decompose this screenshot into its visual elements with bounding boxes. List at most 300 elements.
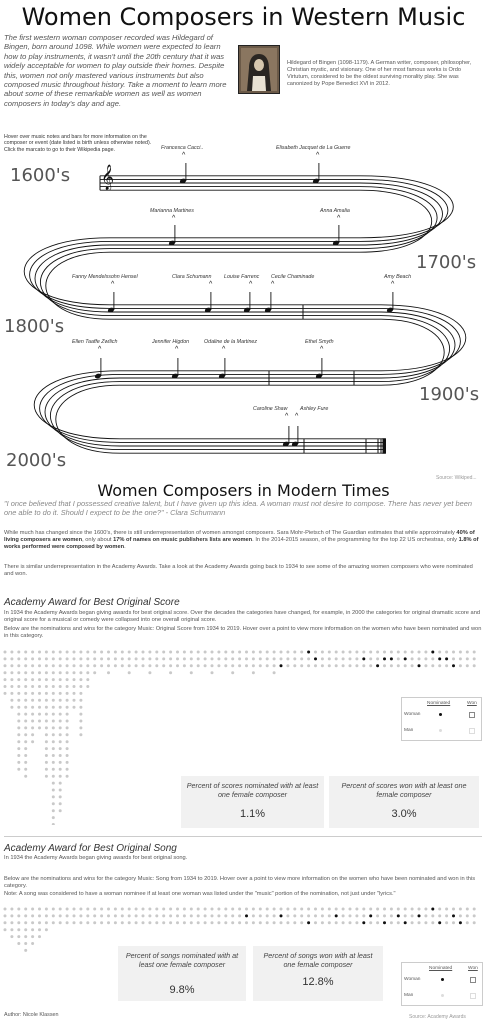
- nomination-dot-man[interactable]: [17, 921, 20, 924]
- nomination-dot-man[interactable]: [24, 914, 27, 917]
- nomination-dot-man[interactable]: [252, 908, 255, 911]
- nomination-dot-man[interactable]: [52, 664, 55, 667]
- nomination-dot-man[interactable]: [31, 928, 34, 931]
- nomination-dot-man[interactable]: [38, 720, 41, 723]
- nomination-dot-man[interactable]: [4, 678, 7, 681]
- nomination-dot-man[interactable]: [376, 908, 379, 911]
- nomination-dot-man[interactable]: [217, 651, 220, 654]
- nomination-dot-man[interactable]: [73, 706, 76, 709]
- nomination-dot-man[interactable]: [52, 733, 55, 736]
- nomination-dot-man[interactable]: [38, 935, 41, 938]
- composer-amalia[interactable]: Anna Amalia: [320, 208, 350, 214]
- nomination-dot-man[interactable]: [286, 651, 289, 654]
- nomination-dot-woman[interactable]: [369, 914, 372, 917]
- nomination-dot-man[interactable]: [52, 747, 55, 750]
- nomination-dot-man[interactable]: [397, 908, 400, 911]
- nomination-dot-man[interactable]: [162, 651, 165, 654]
- nomination-dot-man[interactable]: [73, 664, 76, 667]
- marcato-jacquet[interactable]: ^: [316, 152, 320, 159]
- nomination-dot-man[interactable]: [73, 921, 76, 924]
- nomination-dot-man[interactable]: [114, 651, 117, 654]
- nomination-dot-man[interactable]: [38, 678, 41, 681]
- nomination-dot-man[interactable]: [4, 671, 7, 674]
- nomination-dot-man[interactable]: [376, 651, 379, 654]
- nomination-dot-man[interactable]: [369, 921, 372, 924]
- nomination-dot-man[interactable]: [211, 651, 214, 654]
- nomination-dot-man[interactable]: [376, 657, 379, 660]
- nomination-dot-man[interactable]: [473, 908, 476, 911]
- nomination-dot-man[interactable]: [231, 921, 234, 924]
- nomination-dot-man[interactable]: [52, 761, 55, 764]
- nomination-dot-man[interactable]: [445, 664, 448, 667]
- nomination-dot-man[interactable]: [17, 720, 20, 723]
- nomination-dot-man[interactable]: [204, 908, 207, 911]
- nomination-dot-man[interactable]: [100, 921, 103, 924]
- nomination-dot-man[interactable]: [38, 908, 41, 911]
- nomination-dot-man[interactable]: [362, 914, 365, 917]
- nomination-dot-man[interactable]: [24, 699, 27, 702]
- nomination-dot-man[interactable]: [142, 651, 145, 654]
- nomination-dot-man[interactable]: [86, 651, 89, 654]
- nomination-dot-man[interactable]: [24, 685, 27, 688]
- nomination-dot-man[interactable]: [238, 657, 241, 660]
- nomination-dot-man[interactable]: [86, 671, 89, 674]
- nomination-dot-man[interactable]: [17, 726, 20, 729]
- nomination-dot-man[interactable]: [266, 657, 269, 660]
- nomination-dot-man[interactable]: [31, 678, 34, 681]
- nomination-dot-man[interactable]: [31, 664, 34, 667]
- nomination-dot-man[interactable]: [4, 908, 7, 911]
- nomination-dot-man[interactable]: [59, 908, 62, 911]
- nomination-dot-woman[interactable]: [307, 651, 310, 654]
- nomination-dot-man[interactable]: [66, 726, 69, 729]
- nomination-dot-man[interactable]: [93, 664, 96, 667]
- nomination-dot-man[interactable]: [66, 699, 69, 702]
- nomination-dot-man[interactable]: [17, 761, 20, 764]
- nomination-dot-man[interactable]: [45, 733, 48, 736]
- nomination-dot-man[interactable]: [59, 713, 62, 716]
- nomination-dot-man[interactable]: [183, 908, 186, 911]
- nomination-dot-man[interactable]: [293, 651, 296, 654]
- nomination-dot-man[interactable]: [31, 726, 34, 729]
- nomination-dot-man[interactable]: [31, 713, 34, 716]
- nomination-dot-man[interactable]: [204, 657, 207, 660]
- nomination-dot-man[interactable]: [73, 908, 76, 911]
- marcato-hensel[interactable]: ^: [111, 281, 115, 288]
- nomination-dot-man[interactable]: [66, 754, 69, 757]
- nomination-dot-man[interactable]: [31, 733, 34, 736]
- nomination-dot-man[interactable]: [252, 921, 255, 924]
- nomination-dot-woman[interactable]: [404, 657, 407, 660]
- nomination-dot-man[interactable]: [335, 657, 338, 660]
- nomination-dot-man[interactable]: [121, 664, 124, 667]
- nomination-dot-man[interactable]: [190, 914, 193, 917]
- nomination-dot-woman[interactable]: [418, 664, 421, 667]
- nomination-dot-man[interactable]: [59, 775, 62, 778]
- marcato-clara-schumann[interactable]: ^: [209, 281, 213, 288]
- nomination-dot-man[interactable]: [286, 914, 289, 917]
- nomination-dot-man[interactable]: [66, 747, 69, 750]
- nomination-dot-man[interactable]: [197, 664, 200, 667]
- nomination-dot-man[interactable]: [190, 921, 193, 924]
- nomination-dot-woman[interactable]: [307, 921, 310, 924]
- nomination-dot-man[interactable]: [24, 761, 27, 764]
- nomination-dot-man[interactable]: [59, 720, 62, 723]
- nomination-dot-man[interactable]: [10, 908, 13, 911]
- nomination-dot-man[interactable]: [52, 754, 55, 757]
- nomination-dot-man[interactable]: [266, 921, 269, 924]
- nomination-dot-man[interactable]: [162, 914, 165, 917]
- nomination-dot-man[interactable]: [17, 657, 20, 660]
- nomination-dot-man[interactable]: [93, 914, 96, 917]
- nomination-dot-man[interactable]: [224, 908, 227, 911]
- note-zwilich[interactable]: [94, 358, 102, 379]
- nomination-dot-man[interactable]: [183, 921, 186, 924]
- nomination-dot-man[interactable]: [238, 914, 241, 917]
- nomination-dot-man[interactable]: [10, 657, 13, 660]
- nomination-dot-man[interactable]: [45, 651, 48, 654]
- marcato-zwilich[interactable]: ^: [98, 346, 102, 353]
- nomination-dot-man[interactable]: [79, 671, 82, 674]
- nomination-dot-man[interactable]: [328, 664, 331, 667]
- nomination-dot-man[interactable]: [24, 664, 27, 667]
- nomination-dot-man[interactable]: [4, 664, 7, 667]
- nomination-dot-man[interactable]: [121, 921, 124, 924]
- nomination-dot-man[interactable]: [176, 657, 179, 660]
- nomination-dot-man[interactable]: [252, 671, 255, 674]
- nomination-dot-man[interactable]: [176, 651, 179, 654]
- nomination-dot-man[interactable]: [321, 664, 324, 667]
- nomination-dot-man[interactable]: [10, 935, 13, 938]
- nomination-dot-man[interactable]: [66, 908, 69, 911]
- nomination-dot-man[interactable]: [10, 651, 13, 654]
- composer-martinez[interactable]: Odaline de la Martinez: [204, 339, 257, 345]
- nomination-dot-man[interactable]: [231, 671, 234, 674]
- nomination-dot-man[interactable]: [148, 657, 151, 660]
- nomination-dot-man[interactable]: [238, 908, 241, 911]
- nomination-dot-man[interactable]: [73, 651, 76, 654]
- nomination-dot-man[interactable]: [24, 754, 27, 757]
- nomination-dot-man[interactable]: [390, 914, 393, 917]
- nomination-dot-man[interactable]: [121, 914, 124, 917]
- nomination-dot-man[interactable]: [273, 671, 276, 674]
- nomination-dot-man[interactable]: [24, 768, 27, 771]
- nomination-dot-man[interactable]: [148, 671, 151, 674]
- nomination-dot-man[interactable]: [38, 699, 41, 702]
- nomination-dot-man[interactable]: [473, 921, 476, 924]
- nomination-dot-man[interactable]: [335, 651, 338, 654]
- nomination-dot-man[interactable]: [135, 664, 138, 667]
- nomination-dot-man[interactable]: [135, 657, 138, 660]
- nomination-dot-man[interactable]: [79, 678, 82, 681]
- nomination-dot-man[interactable]: [197, 651, 200, 654]
- nomination-dot-man[interactable]: [59, 747, 62, 750]
- nomination-dot-man[interactable]: [190, 657, 193, 660]
- marcato-fure[interactable]: ^: [295, 413, 299, 420]
- nomination-dot-man[interactable]: [52, 740, 55, 743]
- nomination-dot-man[interactable]: [128, 671, 131, 674]
- nomination-dot-man[interactable]: [445, 921, 448, 924]
- nomination-dot-man[interactable]: [79, 664, 82, 667]
- nomination-dot-man[interactable]: [411, 651, 414, 654]
- nomination-dot-man[interactable]: [45, 761, 48, 764]
- nomination-dot-man[interactable]: [438, 664, 441, 667]
- nomination-dot-man[interactable]: [66, 664, 69, 667]
- nomination-dot-man[interactable]: [211, 671, 214, 674]
- nomination-dot-man[interactable]: [418, 651, 421, 654]
- nomination-dot-man[interactable]: [390, 921, 393, 924]
- nomination-dot-man[interactable]: [128, 651, 131, 654]
- nomination-dot-man[interactable]: [45, 768, 48, 771]
- nomination-dot-man[interactable]: [24, 671, 27, 674]
- nomination-dot-man[interactable]: [411, 657, 414, 660]
- nomination-dot-man[interactable]: [31, 706, 34, 709]
- note-caccini[interactable]: [179, 163, 187, 184]
- marcato-smyth[interactable]: ^: [320, 346, 324, 353]
- nomination-dot-man[interactable]: [73, 692, 76, 695]
- nomination-dot-man[interactable]: [17, 651, 20, 654]
- nomination-dot-woman[interactable]: [438, 921, 441, 924]
- nomination-dot-man[interactable]: [52, 713, 55, 716]
- nomination-dot-man[interactable]: [4, 692, 7, 695]
- nomination-dot-man[interactable]: [162, 921, 165, 924]
- nomination-dot-man[interactable]: [17, 692, 20, 695]
- nomination-dot-man[interactable]: [121, 657, 124, 660]
- nomination-dot-man[interactable]: [321, 657, 324, 660]
- nomination-dot-man[interactable]: [59, 761, 62, 764]
- nomination-dot-man[interactable]: [4, 651, 7, 654]
- nomination-dot-man[interactable]: [45, 713, 48, 716]
- nomination-dot-man[interactable]: [45, 692, 48, 695]
- nomination-dot-man[interactable]: [79, 914, 82, 917]
- nomination-dot-man[interactable]: [162, 664, 165, 667]
- nomination-dot-man[interactable]: [86, 685, 89, 688]
- nomination-dot-man[interactable]: [142, 908, 145, 911]
- nomination-dot-woman[interactable]: [335, 914, 338, 917]
- nomination-dot-man[interactable]: [473, 914, 476, 917]
- nomination-dot-man[interactable]: [128, 908, 131, 911]
- nomination-dot-man[interactable]: [52, 816, 55, 819]
- nomination-dot-man[interactable]: [266, 664, 269, 667]
- nomination-dot-man[interactable]: [362, 651, 365, 654]
- nomination-dot-man[interactable]: [59, 678, 62, 681]
- nomination-dot-man[interactable]: [45, 747, 48, 750]
- nomination-dot-man[interactable]: [266, 908, 269, 911]
- nomination-dot-man[interactable]: [135, 914, 138, 917]
- nomination-dot-man[interactable]: [252, 657, 255, 660]
- nomination-dot-man[interactable]: [52, 720, 55, 723]
- nomination-dot-man[interactable]: [335, 664, 338, 667]
- nomination-dot-man[interactable]: [183, 664, 186, 667]
- nomination-dot-man[interactable]: [424, 914, 427, 917]
- nomination-dot-man[interactable]: [466, 651, 469, 654]
- nomination-dot-man[interactable]: [286, 664, 289, 667]
- nomination-dot-man[interactable]: [66, 651, 69, 654]
- nomination-dot-man[interactable]: [24, 942, 27, 945]
- nomination-dot-man[interactable]: [169, 908, 172, 911]
- nomination-dot-man[interactable]: [17, 935, 20, 938]
- nomination-dot-woman[interactable]: [383, 921, 386, 924]
- nomination-dot-man[interactable]: [59, 685, 62, 688]
- nomination-dot-man[interactable]: [38, 685, 41, 688]
- nomination-dot-man[interactable]: [17, 713, 20, 716]
- note-fure[interactable]: [291, 426, 299, 447]
- nomination-dot-man[interactable]: [10, 685, 13, 688]
- nomination-dot-man[interactable]: [404, 664, 407, 667]
- nomination-dot-man[interactable]: [79, 921, 82, 924]
- nomination-dot-man[interactable]: [100, 651, 103, 654]
- nomination-dot-man[interactable]: [190, 908, 193, 911]
- nomination-dot-man[interactable]: [349, 657, 352, 660]
- nomination-dot-man[interactable]: [45, 914, 48, 917]
- nomination-dot-man[interactable]: [342, 651, 345, 654]
- nomination-dot-man[interactable]: [10, 914, 13, 917]
- nomination-dot-man[interactable]: [452, 657, 455, 660]
- nomination-dot-man[interactable]: [24, 706, 27, 709]
- nomination-dot-woman[interactable]: [445, 657, 448, 660]
- nomination-dot-man[interactable]: [86, 678, 89, 681]
- nomination-dot-man[interactable]: [300, 651, 303, 654]
- nomination-dot-man[interactable]: [66, 733, 69, 736]
- nomination-dot-man[interactable]: [17, 685, 20, 688]
- nomination-dot-man[interactable]: [59, 664, 62, 667]
- nomination-dot-man[interactable]: [24, 657, 27, 660]
- nomination-dot-man[interactable]: [59, 789, 62, 792]
- nomination-dot-woman[interactable]: [418, 914, 421, 917]
- nomination-dot-man[interactable]: [17, 928, 20, 931]
- nomination-dot-man[interactable]: [100, 657, 103, 660]
- nomination-dot-man[interactable]: [31, 935, 34, 938]
- nomination-dot-man[interactable]: [24, 692, 27, 695]
- nomination-dot-man[interactable]: [59, 782, 62, 785]
- nomination-dot-man[interactable]: [197, 657, 200, 660]
- nomination-dot-man[interactable]: [31, 651, 34, 654]
- nomination-dot-man[interactable]: [342, 664, 345, 667]
- nomination-dot-man[interactable]: [79, 699, 82, 702]
- nomination-dot-man[interactable]: [280, 908, 283, 911]
- nomination-dot-man[interactable]: [397, 664, 400, 667]
- nomination-dot-man[interactable]: [93, 908, 96, 911]
- nomination-dot-man[interactable]: [59, 651, 62, 654]
- nomination-dot-man[interactable]: [66, 657, 69, 660]
- nomination-dot-man[interactable]: [404, 651, 407, 654]
- nomination-dot-man[interactable]: [86, 908, 89, 911]
- nomination-dot-man[interactable]: [128, 657, 131, 660]
- nomination-dot-man[interactable]: [404, 914, 407, 917]
- nomination-dot-man[interactable]: [79, 692, 82, 695]
- nomination-dot-man[interactable]: [79, 685, 82, 688]
- composer-caccini[interactable]: Francesca Cacci..: [161, 145, 204, 151]
- nomination-dot-man[interactable]: [328, 651, 331, 654]
- nomination-dot-man[interactable]: [17, 733, 20, 736]
- nomination-dot-man[interactable]: [17, 740, 20, 743]
- nomination-dot-man[interactable]: [24, 949, 27, 952]
- nomination-dot-man[interactable]: [217, 914, 220, 917]
- nomination-dot-man[interactable]: [31, 720, 34, 723]
- nomination-dot-man[interactable]: [4, 921, 7, 924]
- nomination-dot-man[interactable]: [438, 914, 441, 917]
- nomination-dot-man[interactable]: [273, 908, 276, 911]
- nomination-dot-man[interactable]: [217, 664, 220, 667]
- nomination-dot-man[interactable]: [114, 908, 117, 911]
- nomination-dot-man[interactable]: [52, 908, 55, 911]
- marcato-chaminade[interactable]: ^: [271, 281, 275, 288]
- nomination-dot-man[interactable]: [4, 914, 7, 917]
- nomination-dot-man[interactable]: [93, 671, 96, 674]
- nomination-dot-man[interactable]: [52, 726, 55, 729]
- nomination-dot-man[interactable]: [100, 908, 103, 911]
- nomination-dot-man[interactable]: [431, 921, 434, 924]
- nomination-dot-man[interactable]: [176, 921, 179, 924]
- nomination-dot-man[interactable]: [59, 699, 62, 702]
- nomination-dot-man[interactable]: [45, 775, 48, 778]
- nomination-dot-man[interactable]: [438, 908, 441, 911]
- nomination-dot-man[interactable]: [155, 908, 158, 911]
- nomination-dot-man[interactable]: [280, 651, 283, 654]
- nomination-dot-woman[interactable]: [280, 914, 283, 917]
- nomination-dot-man[interactable]: [24, 908, 27, 911]
- nomination-dot-man[interactable]: [390, 664, 393, 667]
- nomination-dot-man[interactable]: [466, 921, 469, 924]
- nomination-dot-man[interactable]: [224, 914, 227, 917]
- nomination-dot-man[interactable]: [128, 914, 131, 917]
- nomination-dot-man[interactable]: [73, 657, 76, 660]
- nomination-dot-man[interactable]: [293, 914, 296, 917]
- nomination-dot-man[interactable]: [114, 657, 117, 660]
- nomination-dot-man[interactable]: [293, 908, 296, 911]
- marcato-martinez[interactable]: ^: [222, 346, 226, 353]
- nomination-dot-man[interactable]: [52, 671, 55, 674]
- nomination-dot-man[interactable]: [224, 921, 227, 924]
- nomination-dot-man[interactable]: [383, 651, 386, 654]
- nomination-dot-man[interactable]: [155, 921, 158, 924]
- nomination-dot-man[interactable]: [362, 908, 365, 911]
- nomination-dot-man[interactable]: [211, 908, 214, 911]
- nomination-dot-woman[interactable]: [390, 657, 393, 660]
- nomination-dot-man[interactable]: [52, 823, 55, 825]
- nomination-dot-man[interactable]: [73, 914, 76, 917]
- nomination-dot-man[interactable]: [411, 908, 414, 911]
- composer-fure[interactable]: Ashley Fure: [300, 406, 329, 412]
- nomination-dot-man[interactable]: [66, 685, 69, 688]
- nomination-dot-man[interactable]: [73, 685, 76, 688]
- nomination-dot-man[interactable]: [245, 908, 248, 911]
- note-martines[interactable]: [168, 225, 176, 246]
- marcato-caccini[interactable]: ^: [182, 152, 186, 159]
- nomination-dot-man[interactable]: [245, 651, 248, 654]
- nomination-dot-man[interactable]: [383, 914, 386, 917]
- nomination-dot-man[interactable]: [66, 740, 69, 743]
- nomination-dot-man[interactable]: [169, 671, 172, 674]
- nomination-dot-man[interactable]: [314, 908, 317, 911]
- nomination-dot-man[interactable]: [17, 747, 20, 750]
- nomination-dot-man[interactable]: [38, 692, 41, 695]
- nomination-dot-man[interactable]: [52, 651, 55, 654]
- composer-hensel[interactable]: Fanny Mendelssohn Hensel: [72, 274, 138, 280]
- nomination-dot-man[interactable]: [10, 664, 13, 667]
- composer-higdon[interactable]: Jennifer Higdon: [152, 339, 190, 345]
- nomination-dot-man[interactable]: [349, 908, 352, 911]
- nomination-dot-man[interactable]: [424, 651, 427, 654]
- nomination-dot-man[interactable]: [349, 921, 352, 924]
- nomination-dot-man[interactable]: [24, 921, 27, 924]
- composer-farrenc[interactable]: Louise Farrenc: [224, 274, 260, 280]
- nomination-dot-man[interactable]: [162, 657, 165, 660]
- nomination-dot-man[interactable]: [355, 657, 358, 660]
- nomination-dot-man[interactable]: [66, 706, 69, 709]
- nomination-dot-man[interactable]: [142, 921, 145, 924]
- note-farrenc[interactable]: [243, 292, 251, 313]
